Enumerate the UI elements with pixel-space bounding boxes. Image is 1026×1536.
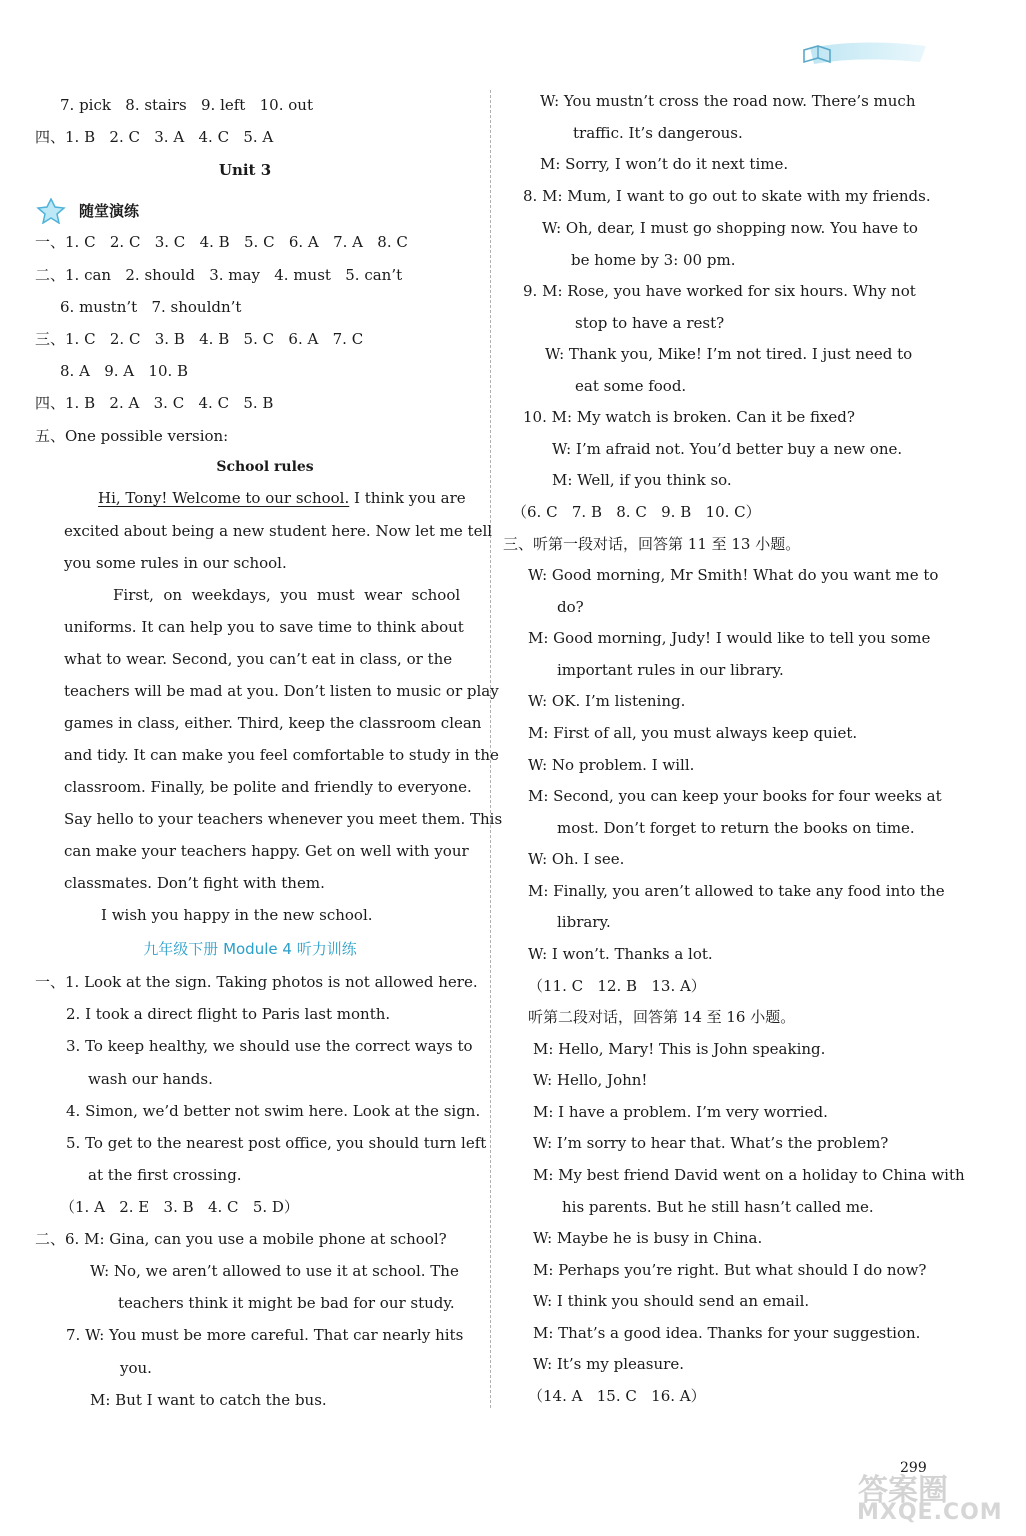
transcript-line: W: Maybe he is busy in China. bbox=[533, 1229, 763, 1247]
transcript-line: library. bbox=[557, 913, 611, 931]
transcript-line: M: Finally, you aren’t allowed to take any food into the bbox=[528, 882, 945, 900]
question-heading: 三、听第一段对话，回答第 11 至 13 小题。 bbox=[503, 535, 801, 553]
answer-line: （1. A 2. E 3. B 4. C 5. D） bbox=[60, 1198, 299, 1216]
transcript-line: do? bbox=[557, 598, 584, 616]
essay-line: First, on weekdays, you must wear school bbox=[113, 586, 461, 604]
essay-line: can make your teachers happy. Get on well with your bbox=[64, 842, 469, 860]
answer-line: 三、1. C 2. C 3. B 4. B 5. C 6. A 7. C bbox=[35, 330, 364, 348]
transcript-line: M: My best friend David went on a holiday to China with bbox=[533, 1166, 965, 1184]
answer-line: 7. pick 8. stairs 9. left 10. out bbox=[60, 96, 313, 114]
book-banner-decoration bbox=[800, 38, 928, 66]
transcript-line: wash our hands. bbox=[88, 1070, 213, 1088]
answer-line: 二、1. can 2. should 3. may 4. must 5. can’t bbox=[35, 266, 403, 284]
transcript-line: 5. To get to the nearest post office, you should turn left bbox=[66, 1134, 487, 1152]
watermark-line1: 答案圈 bbox=[858, 1473, 948, 1508]
transcript-line: M: That’s a good idea. Thanks for your suggestion. bbox=[533, 1324, 921, 1342]
transcript-line: W: Thank you, Mike! I’m not tired. I just need to bbox=[545, 345, 913, 363]
transcript-line: 8. M: Mum, I want to go out to skate with my friends. bbox=[523, 187, 931, 205]
transcript-line: important rules in our library. bbox=[557, 661, 784, 679]
essay-line bbox=[98, 488, 466, 508]
transcript-line: W: I won’t. Thanks a lot. bbox=[528, 945, 713, 963]
answer-line: （14. A 15. C 16. A） bbox=[528, 1387, 706, 1405]
transcript-line: M: Sorry, I won’t do it next time. bbox=[540, 155, 789, 173]
essay-greeting: Hi, Tony! Welcome to our school. bbox=[98, 489, 350, 507]
transcript-line: his parents. But he still hasn’t called me. bbox=[562, 1198, 874, 1216]
transcript-line: W: No, we aren’t allowed to use it at school. The bbox=[90, 1262, 459, 1280]
answer-line: （11. C 12. B 13. A） bbox=[528, 977, 706, 995]
transcript-line: most. Don’t forget to return the books on time. bbox=[557, 819, 915, 837]
answer-line: 6. mustn’t 7. shouldn’t bbox=[60, 298, 242, 316]
section-heading-label: 随堂演练 bbox=[79, 202, 140, 220]
essay-line: I wish you happy in the new school. bbox=[101, 906, 373, 924]
transcript-line: W: OK. I’m listening. bbox=[528, 692, 686, 710]
transcript-line: 一、1. Look at the sign. Taking photos is not allowed here. bbox=[35, 973, 478, 991]
transcript-line: M: But I want to catch the bus. bbox=[90, 1391, 327, 1409]
transcript-line: M: Perhaps you’re right. But what should I do now? bbox=[533, 1261, 927, 1279]
transcript-line: W: I think you should send an email. bbox=[533, 1292, 810, 1310]
answer-line: 五、One possible version: bbox=[35, 427, 229, 445]
transcript-line: M: I have a problem. I’m very worried. bbox=[533, 1103, 828, 1121]
transcript-line: traffic. It’s dangerous. bbox=[573, 124, 743, 142]
transcript-line: stop to have a rest? bbox=[575, 314, 725, 332]
answer-line: 四、1. B 2. A 3. C 4. C 5. B bbox=[35, 394, 274, 412]
transcript-line: 二、6. M: Gina, can you use a mobile phone at school? bbox=[35, 1230, 447, 1248]
essay-line: teachers will be mad at you. Don’t listen to music or play bbox=[64, 682, 499, 700]
module-title: 九年级下册 Module 4 听力训练 bbox=[143, 940, 357, 958]
transcript-line: eat some food. bbox=[575, 377, 687, 395]
transcript-line: W: No problem. I will. bbox=[528, 756, 695, 774]
transcript-line: W: It’s my pleasure. bbox=[533, 1355, 684, 1373]
page-number: 299 bbox=[900, 1460, 927, 1476]
transcript-line: W: Good morning, Mr Smith! What do you want me to bbox=[528, 566, 939, 584]
transcript-line: W: Oh. I see. bbox=[528, 850, 625, 868]
essay-line: you some rules in our school. bbox=[64, 554, 287, 572]
essay-line: classmates. Don’t fight with them. bbox=[64, 874, 325, 892]
star-icon bbox=[36, 198, 66, 224]
answer-line: 8. A 9. A 10. B bbox=[60, 362, 189, 380]
answer-line: 一、1. C 2. C 3. C 4. B 5. C 6. A 7. A 8. C bbox=[35, 233, 408, 251]
essay-title: School rules bbox=[216, 459, 314, 475]
transcript-line: M: Second, you can keep your books for four weeks at bbox=[528, 787, 942, 805]
transcript-line: 9. M: Rose, you have worked for six hours. Why not bbox=[523, 282, 916, 300]
transcript-line: M: Well, if you think so. bbox=[552, 471, 732, 489]
transcript-line: W: Oh, dear, I must go shopping now. You have to bbox=[542, 219, 918, 237]
essay-line: uniforms. It can help you to save time to think about bbox=[64, 618, 464, 636]
essay-line: Say hello to your teachers whenever you meet them. This bbox=[64, 810, 503, 828]
transcript-line: W: I’m sorry to hear that. What’s the problem? bbox=[533, 1134, 889, 1152]
transcript-line: 3. To keep healthy, we should use the correct ways to bbox=[66, 1037, 473, 1055]
transcript-line: be home by 3: 00 pm. bbox=[571, 251, 736, 269]
essay-greeting-rest: I think you are bbox=[349, 489, 466, 507]
essay-line: what to wear. Second, you can’t eat in class, or the bbox=[64, 650, 453, 668]
answer-line: （6. C 7. B 8. C 9. B 10. C） bbox=[512, 503, 761, 521]
transcript-line: W: I’m afraid not. You’d better buy a new one. bbox=[552, 440, 903, 458]
transcript-line: W: Hello, John! bbox=[533, 1071, 648, 1089]
answer-line: 四、1. B 2. C 3. A 4. C 5. A bbox=[35, 128, 274, 146]
transcript-line: M: First of all, you must always keep quiet. bbox=[528, 724, 858, 742]
question-heading: 听第二段对话，回答第 14 至 16 小题。 bbox=[528, 1008, 796, 1026]
watermark-text: MXQE.COM bbox=[857, 1500, 1003, 1525]
essay-line: and tidy. It can make you feel comfortable to study in the bbox=[64, 746, 499, 764]
essay-line: classroom. Finally, be polite and friendly to everyone. bbox=[64, 778, 472, 796]
transcript-line: 2. I took a direct flight to Paris last month. bbox=[66, 1005, 391, 1023]
essay-line: excited about being a new student here. Now let me tell bbox=[64, 522, 493, 540]
transcript-line: 4. Simon, we’d better not swim here. Look at the sign. bbox=[66, 1102, 481, 1120]
transcript-line: 10. M: My watch is broken. Can it be fixed? bbox=[523, 408, 855, 426]
transcript-line: W: You mustn’t cross the road now. There’s much bbox=[540, 92, 916, 110]
transcript-line: M: Hello, Mary! This is John speaking. bbox=[533, 1040, 826, 1058]
transcript-line: teachers think it might be bad for our study. bbox=[118, 1294, 455, 1312]
transcript-line: at the first crossing. bbox=[88, 1166, 242, 1184]
essay-line: games in class, either. Third, keep the classroom clean bbox=[64, 714, 482, 732]
unit-title: Unit 3 bbox=[218, 161, 272, 179]
transcript-line: 7. W: You must be more careful. That car nearly hits bbox=[66, 1326, 464, 1344]
transcript-line: M: Good morning, Judy! I would like to tell you some bbox=[528, 629, 931, 647]
transcript-line: you. bbox=[120, 1359, 152, 1377]
